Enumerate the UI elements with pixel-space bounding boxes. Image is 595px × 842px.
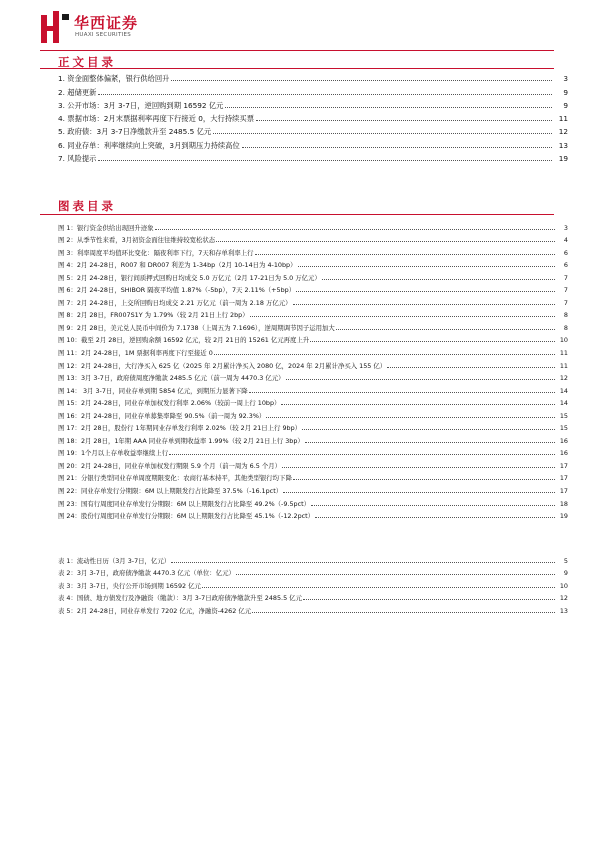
dot-leader [322,279,555,280]
figure-entry[interactable] [58,307,568,320]
dot-leader [214,354,555,355]
figure-entry[interactable] [58,257,568,270]
toc-entry[interactable] [58,150,568,163]
toc-entry-page-number: 11 [558,114,568,124]
toc-entry-text: 6. 同业存单：利率继续向上突破，3月到期压力持续高位 [58,140,240,150]
dot-leader [283,492,555,493]
figure-entry-page-number: 17 [559,474,568,483]
figure-entry-text: 图 2：从季节性来看，3月初资金面往往维持较宽松状态 [58,236,216,245]
toc-entry[interactable] [58,123,568,136]
figure-entry-text: 图 12：2月 24-28日，大行净买入 625 亿（2025 年 2月累计净买入 2080 亿，2024 年 2月累计净买入 155 亿） [58,361,387,370]
dot-leader [266,417,555,418]
dot-leader [155,229,555,230]
figure-entry-page-number: 8 [563,323,568,332]
toc-entry-page-number: 9 [563,100,568,110]
toc-entry-page-number: 3 [563,74,568,84]
figure-entry[interactable] [58,482,568,495]
dot-leader [293,304,555,305]
toc-entry-text: 3. 公开市场：3月 3-7日，逆回购到期 16592 亿元 [58,100,224,110]
figure-entry[interactable] [58,457,568,470]
figure-entry[interactable] [58,332,568,345]
figure-entry-text: 图 15：2月 24-28日，同业存单加权发行利率 2.06%（较前一周上行 10bp） [58,399,281,408]
figure-entry-text: 图 5：2月 24-28日，银行间质押式回购日均成交 5.0 万亿元（2月 17-21日为 5.0 万亿元） [58,273,321,282]
dot-leader [315,517,555,518]
dot-leader [282,467,555,468]
toc-entry[interactable] [58,110,568,123]
figure-entry-text: 图 7：2月 24-28日，上交所回购日均成交 2.21 万亿元（前一周为 2.18 万亿元） [58,298,292,307]
figure-entry[interactable] [58,244,568,257]
dot-leader [281,404,555,405]
table-entry-page-number: 5 [563,556,568,565]
figure-entry-page-number: 6 [563,248,568,257]
figure-entry-page-number: 19 [559,512,568,521]
dot-leader [256,120,552,121]
table-entry-text: 表 5：2月 24-28日，同业存单发行 7202 亿元，净融资-4262 亿元 [58,606,252,615]
figure-entry-page-number: 10 [559,336,568,345]
figure-entry-text: 图 10：截至 2月 28日，逆回购余额 16592 亿元，较 2月 21日的 15261 亿元再度上升 [58,336,310,345]
huaxi-logo-icon [40,10,70,44]
table-entry[interactable] [58,590,568,603]
figure-entry-page-number: 11 [559,361,568,370]
main-toc-list [58,70,568,163]
toc-entry-page-number: 9 [563,87,568,97]
dot-leader [250,316,555,317]
figure-entry-text: 图 20：2月 24-28日，同业存单加权发行期限 5.9 个月（前一周为 6.5 个月） [58,461,282,470]
figure-entry-page-number: 18 [559,499,568,508]
figure-entry[interactable] [58,420,568,433]
dot-leader [202,587,555,588]
figure-entry-page-number: 17 [559,461,568,470]
toc-entry-text: 1. 资金面整体偏紧，银行供给回升 [58,74,170,84]
figure-entry-text: 图 23：国有行周度同业存单发行分期限：6M 以上期限发行占比降至 49.2%（-9.5pct） [58,499,310,508]
figure-entry-text: 图 22：同业存单发行分期限：6M 以上期限发行占比降至 37.5%（-16.1pct） [58,487,283,496]
dot-leader [302,429,555,430]
figure-entry-page-number: 15 [559,411,568,420]
figure-entry-text: 图 14： 3月 3-7日，同业存单到期 5854 亿元，到期压力显著下降 [58,386,248,395]
figure-entry-page-number: 8 [563,311,568,320]
table-entry-page-number: 9 [563,569,568,578]
dot-leader [303,599,555,600]
figure-entry[interactable] [58,319,568,332]
table-list [58,552,568,615]
figure-entry[interactable] [58,508,568,521]
figure-entry-page-number: 11 [559,349,568,358]
dot-leader [255,254,556,255]
figure-entry-text: 图 16：2月 24-28日，同业存单募集率降至 90.5%（前一周为 92.3%） [58,411,266,420]
figure-entry-text: 图 9：2月 28日，美元兑人民币中间价为 7.1738（上周五为 7.1696），逆周期调节因子运用加大 [58,323,335,332]
table-entry-page-number: 13 [559,606,568,615]
dot-leader [298,266,556,267]
figure-entry-page-number: 6 [563,261,568,270]
figure-entry-text: 图 24：股份行周度同业存单发行分期限：6M 以上期限发行占比降至 45.1%（-12.2pct） [58,512,315,521]
figure-entry[interactable] [58,282,568,295]
figure-toc-title: 图表目录 [58,199,116,213]
figure-entry[interactable] [58,219,568,232]
figure-entry[interactable] [58,382,568,395]
toc-entry[interactable] [58,97,568,110]
figure-entry-page-number: 7 [563,298,568,307]
dot-leader [286,379,555,380]
figure-list [58,219,568,520]
figure-entry-page-number: 12 [559,374,568,383]
table-entry[interactable] [58,602,568,615]
toc-entry-page-number: 19 [558,154,568,164]
dot-leader [236,574,555,575]
dot-leader [249,392,555,393]
figure-entry-text: 图 21：分银行类型同业存单周度期限变化：农商行基本持平，其他类型银行均下降 [58,474,292,483]
toc-entry-text: 2. 超储更新 [58,87,97,97]
figure-entry[interactable] [58,495,568,508]
figure-entry-text: 图 8：2月 28日，FR007S1Y 为 1.79%（较 2月 21日上行 2bp） [58,311,249,320]
figure-entry[interactable] [58,445,568,458]
figure-entry-page-number: 14 [559,386,568,395]
main-toc-title: 正文目录 [58,55,116,69]
figure-entry[interactable] [58,269,568,282]
figure-entry-text: 图 3：利率周度平均值环比变化：隔夜利率下行，7天和存单利率上行 [58,248,254,257]
figure-entry-page-number: 15 [559,424,568,433]
figure-entry-text: 图 11：2月 24-28日，1M 票据利率再度下行至接近 0 [58,349,213,358]
dot-leader [387,367,555,368]
dot-leader [225,107,552,108]
dot-leader [98,160,552,161]
table-entry-text: 表 2：3月 3-7日，政府债净缴款 4470.3 亿元（单位：亿元） [58,569,235,578]
figure-entry[interactable] [58,470,568,483]
figure-entry-text: 图 1：银行资金供给出现回升迹象 [58,223,154,232]
main-toc-divider [40,68,554,69]
figure-entry[interactable] [58,407,568,420]
toc-entry[interactable] [58,83,568,96]
figure-entry-page-number: 7 [563,273,568,282]
figure-entry[interactable] [58,344,568,357]
dot-leader [98,94,552,95]
figure-entry-page-number: 17 [559,487,568,496]
report-header [40,10,560,50]
brand-name-en: HUAXI SECURITIES [75,32,132,38]
table-entry-page-number: 10 [559,581,568,590]
toc-entry-text: 5. 政府债：3月 3-7日净缴款升至 2485.5 亿元 [58,127,212,137]
figure-entry-text: 图 17：2月 28日，股份行 1年期同业存单发行利率 2.02%（较 2月 21日上行 9bp） [58,424,302,433]
table-entry-page-number: 12 [559,594,568,603]
figure-entry[interactable] [58,370,568,383]
toc-entry[interactable] [58,70,568,83]
dot-leader [293,479,555,480]
toc-entry-page-number: 13 [558,140,568,150]
figure-entry[interactable] [58,232,568,245]
figure-entry-page-number: 4 [563,236,568,245]
figure-entry-page-number: 16 [559,436,568,445]
figure-entry-text: 图 4：2月 24-28日，R007 和 DR007 利差为 1-34bp（2月 10-14日为 4-10bp） [58,261,297,270]
dot-leader [171,562,555,563]
figure-entry-page-number: 7 [563,286,568,295]
figure-entry-text: 图 13：3月 3-7日，政府债周度净缴款 2485.5 亿元（前一周为 4470.3 亿元） [58,374,285,383]
header-divider [40,50,554,51]
table-entry-text: 表 3：3月 3-7日，央行公开市场到期 16592 亿元 [58,581,201,590]
dot-leader [310,341,555,342]
toc-entry-page-number: 12 [558,127,568,137]
toc-entry-text: 7. 风险提示 [58,154,97,164]
figure-entry[interactable] [58,294,568,307]
dot-leader [311,505,555,506]
dot-leader [296,291,555,292]
figure-entry[interactable] [58,432,568,445]
figure-entry-page-number: 16 [559,449,568,458]
toc-entry[interactable] [58,136,568,149]
figure-entry-text: 图 19：1个月以上存单收益率继续上行 [58,449,169,458]
figure-entry[interactable] [58,395,568,408]
dot-leader [252,612,555,613]
brand-name-cn: 华西证券 [74,14,139,32]
dot-leader [169,454,555,455]
toc-entry-text: 4. 票据市场：2月末票据利率再度下行接近 0，大行持续买票 [58,114,255,124]
dot-leader [305,442,555,443]
figure-entry-text: 图 6：2月 24-28日，SHIBOR 隔夜平均值 1.87%（-5bp），7天 2.11%（+5bp） [58,286,296,295]
figure-entry[interactable] [58,357,568,370]
dot-leader [213,133,552,134]
figure-entry-page-number: 14 [559,399,568,408]
table-entry[interactable] [58,552,568,565]
dot-leader [216,241,555,242]
table-entry[interactable] [58,565,568,578]
figure-toc-divider [40,214,554,215]
dot-leader [171,80,552,81]
figure-entry-text: 图 18：2月 28日，1年期 AAA 同业存单到期收益率 1.99%（较 2月 21日上行 3bp） [58,436,304,445]
dot-leader [336,329,555,330]
figure-entry-page-number: 3 [563,223,568,232]
dot-leader [242,147,552,148]
table-entry[interactable] [58,577,568,590]
table-entry-text: 表 4：国债、地方债发行及净融资（缴款）：3月 3-7日政府债净缴款升至 2485.5 亿元 [58,594,302,603]
table-entry-text: 表 1：流动性日历（3月 3-7日，亿元） [58,556,171,565]
